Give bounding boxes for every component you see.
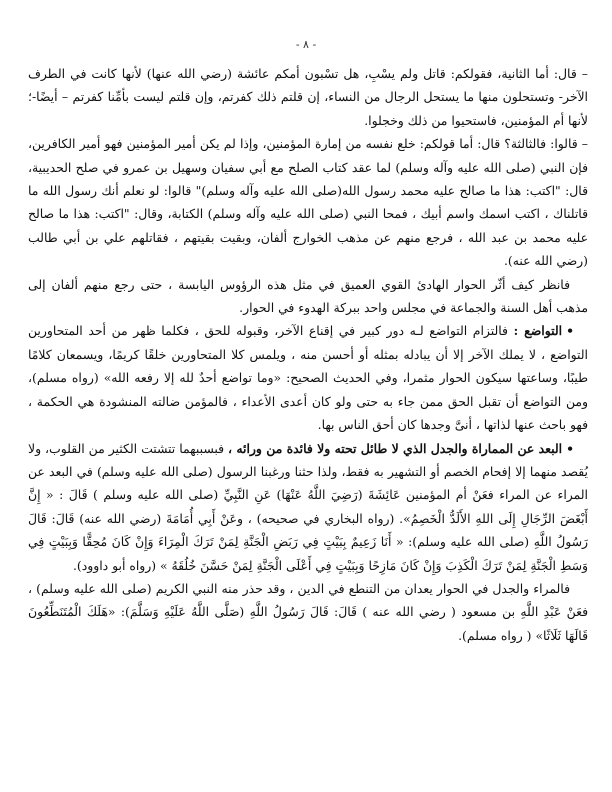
humility-heading: التواضع : <box>513 323 563 339</box>
paragraph-third-objection: – قالوا: فالثالثة؟ قال: أما قولكم: خلع نفسه من إمارة المؤمنين، وإذا لم يكن أمير المؤمنين فهو أمير الكافرين، فإن النبي (صلى الله عليه وآله وسلم) لما عقد كتاب الصلح مع أبي سفيان وسهيل بن عمرو في صلح الحديبية، قال: "اكتب: هذا ما صالح عليه محمد رسول الله(صلى الله عليه وآله وسلم)" قالوا: لو نعلم أنك رسول الله ما قاتلناك ، اكتب اسمك واسم أبيك ، فمحا النبي (صلى الله عليه وآله وسلم) الكتابة، وقال: "اكتب: هذا ما صالح عليه محمد بن عبد الله ، فرجع منهم عن مذهب الخوارج ألفان، وبقيت بقيتهم ، فقاتلهم علي بن أبي طالب (رضي الله عنه). <box>28 136 588 269</box>
paragraph-second-objection: – قال: أما الثانية، فقولكم: قاتل ولم يسْبِ، هل تسْبون أمكم عائشة (رضي الله عنها) لأنها كانت في الطرف الآخر- وتستحلون منها ما يستحل الرجال من النساء، إن قلتم ذلك كفرتم، وإن قلتم ليست بأمِّنا كفرتم – أيضًا-؛ لأنها أم المؤمنين، فاستحيوا من ذلك وخجلوا. <box>28 66 588 128</box>
bullet-marker: • <box>566 323 574 339</box>
paragraph-dialogue-effect: فانظر كيف أثّر الحوار الهادئ القوي العميق في مثل هذه الرؤوس اليابسة ، حتى رجع منهم ألفان إلى مذهب أهل السنة والجماعة في مجلس واحد ببركة الهدوء في الحوار. <box>28 276 588 316</box>
bullet-marker: • <box>566 440 574 456</box>
avoid-argument-heading: البعد عن المماراة والجدل الذي لا طائل تحته ولا فائدة من ورائه ، <box>228 440 563 456</box>
paragraph-humility <box>28 319 588 436</box>
paragraph-extremism-warning: فالمراء والجدل في الحوار يعدان من التنطع في الدين ، وقد حذر منه النبي الكريم (صلى الله عليه وسلم) ، فعَنْ عَبْدِ اللَّهِ بن مسعود ( رضي الله عنه ) قَالَ: قَالَ رَسُولُ اللَّهِ (صَلَّى اللَّهُ عَلَيْهِ وَسَلَّمَ): «هَلَكَ الْمُتَنَطِّعُونَ قَالَهَا ثَلَاثًا» ( رواه مسلم). <box>28 580 588 643</box>
humility-text: فالتزام التواضع لـه دور كبير في إقناع الآخر، وقبوله للحق ، فكلما ظهر من أحد المتحاورين التواضع ، لا يملك الآخر إلا أن يبادله بمثله أو أحسن منه ، ويلمس كلا المتحاورين خلقًا كريمًا، ويسمعان كلامًا طيبًا، وساعتها سيكون الحوار مثمرا، وفي الحديث الصحيح: «وما تواضع أحدٌ لله إلا رفعه الله» (رواه مسلم)، ومن التواضع أن تقبل الحق ممن جاء به حتى ولو كان أعدى الأعداء ، فالمؤمن ضالته المنشودة هي الحكمة ، فهو باحث عنها لذاتها ، أنىَّ وجدها كان أحق الناس بها. <box>28 323 588 433</box>
document-body <box>28 62 588 647</box>
avoid-argument-text: فبسببهما تتشتت الكثير من القلوب، ولا يُقصد منهما إلا إفحام الخصم أو التشهير به فقط، ولذا حثنا ورغبنا الرسول (صلى الله عليه وسلم) في البعد عن المراء عن المراء فعَنْ أم المؤمنين عَائِشَةَ (رَضِيَ اللَّهُ عَنْهَا) عَنِ النَّبِيِّ (صلى الله عليه وسلم ) قَالَ : « إِنَّ أَبْغَضَ الرِّجَالِ إِلَى اللهِ الأَلَدُّ الْخَصِمُ». (رواه البخاري في صحيحه) ، وعَنْ أَبِي أُمَامَةَ (رضي الله عنه) قَالَ: قَالَ رَسُولُ اللَّهِ (صلى الله عليه وسلم): « أَنَا زَعِيمٌ بِبَيْتٍ فِي رَبَضِ الْجَنَّةِ لِمَنْ تَرَكَ الْمِرَاءَ وَإِنْ كَانَ مُحِقًّا وَبِبَيْتٍ فِي وَسَطِ الْجَنَّةِ لِمَنْ تَرَكَ الْكَذِبَ وَإِنْ كَانَ مَازِحًا وَبِبَيْتٍ فِي أَعْلَى الْجَنَّةِ لِمَنْ حَسَّنَ خُلُقَهُ » (رواه أبو داوود). <box>28 440 588 573</box>
page-number: - ٨ - <box>295 38 317 51</box>
paragraph-avoid-argument <box>28 437 588 577</box>
